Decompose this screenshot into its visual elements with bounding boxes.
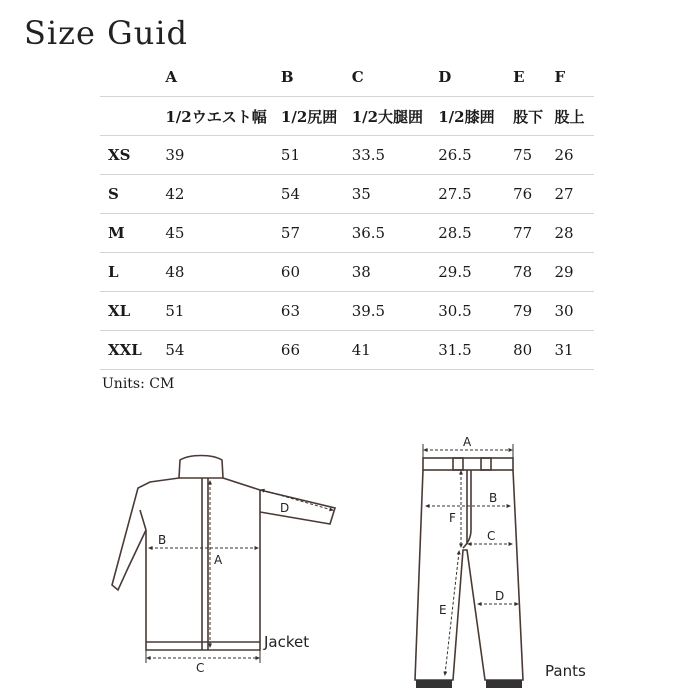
table-cell: 80 <box>513 331 554 370</box>
pants-label-d: D <box>495 589 505 603</box>
table-row <box>100 136 594 175</box>
pants-inseam-arrow <box>445 552 459 674</box>
pants-label-b: B <box>489 491 498 505</box>
table-cell: 54 <box>165 331 281 370</box>
table-cell: 39 <box>165 136 281 175</box>
pants-outline <box>415 458 523 680</box>
table-cell: 29 <box>555 253 595 292</box>
table-cell: 51 <box>281 136 352 175</box>
column-name: 1/2ウエスト幅 <box>165 97 281 136</box>
column-name: 股下 <box>513 97 554 136</box>
column-name: 1/2尻囲 <box>281 97 352 136</box>
table-row <box>100 175 594 214</box>
jacket-outline <box>112 456 335 651</box>
table-cell: 39.5 <box>352 292 439 331</box>
table-cell: 27.5 <box>438 175 513 214</box>
size-label: S <box>100 175 165 214</box>
pants-cuffs <box>416 680 522 688</box>
table-cell: 30.5 <box>438 292 513 331</box>
pants-label-f: F <box>449 511 456 525</box>
pants-label-e: E <box>439 603 447 617</box>
column-name: 股上 <box>555 97 595 136</box>
jacket-diagram <box>100 450 350 675</box>
table-cell: 75 <box>513 136 554 175</box>
table-cell: 31.5 <box>438 331 513 370</box>
table-cell: 26.5 <box>438 136 513 175</box>
size-table <box>100 58 594 370</box>
pants-name: Pants <box>545 662 586 680</box>
header-corner <box>100 97 165 136</box>
table-cell: 29.5 <box>438 253 513 292</box>
column-name: 1/2大腿囲 <box>352 97 439 136</box>
table-cell: 42 <box>165 175 281 214</box>
page-title: Size Guid <box>24 14 189 52</box>
column-letter: A <box>165 58 281 97</box>
table-cell: 35 <box>352 175 439 214</box>
table-row <box>100 292 594 331</box>
size-label: L <box>100 253 165 292</box>
table-cell: 45 <box>165 214 281 253</box>
table-cell: 27 <box>555 175 595 214</box>
table-cell: 78 <box>513 253 554 292</box>
header-corner <box>100 58 165 97</box>
table-cell: 51 <box>165 292 281 331</box>
size-label: XXL <box>100 331 165 370</box>
table-cell: 31 <box>555 331 595 370</box>
table-cell: 26 <box>555 136 595 175</box>
table-cell: 66 <box>281 331 352 370</box>
table-cell: 79 <box>513 292 554 331</box>
table-cell: 77 <box>513 214 554 253</box>
table-header-letters <box>100 58 594 97</box>
size-label: XS <box>100 136 165 175</box>
table-cell: 28 <box>555 214 595 253</box>
pants-label-c: C <box>487 529 496 543</box>
size-label: M <box>100 214 165 253</box>
column-letter: B <box>281 58 352 97</box>
column-letter: D <box>438 58 513 97</box>
table-cell: 63 <box>281 292 352 331</box>
table-cell: 38 <box>352 253 439 292</box>
table-cell: 54 <box>281 175 352 214</box>
table-cell: 36.5 <box>352 214 439 253</box>
table-cell: 48 <box>165 253 281 292</box>
column-letter: F <box>555 58 595 97</box>
table-row <box>100 331 594 370</box>
table-cell: 41 <box>352 331 439 370</box>
table-row <box>100 253 594 292</box>
size-label: XL <box>100 292 165 331</box>
table-row <box>100 214 594 253</box>
table-cell: 28.5 <box>438 214 513 253</box>
table-header-names <box>100 97 594 136</box>
column-letter: C <box>352 58 439 97</box>
table-cell: 76 <box>513 175 554 214</box>
jacket-label-d: D <box>280 501 290 515</box>
column-letter: E <box>513 58 554 97</box>
jacket-label-b: B <box>158 533 167 547</box>
table-cell: 30 <box>555 292 595 331</box>
column-name: 1/2膝囲 <box>438 97 513 136</box>
pants-diagram <box>405 432 535 694</box>
jacket-label-c: C <box>196 661 205 675</box>
pants-label-a: A <box>463 435 472 449</box>
table-cell: 33.5 <box>352 136 439 175</box>
jacket-name: Jacket <box>264 633 310 651</box>
jacket-sleeve-arrow <box>262 490 332 510</box>
table-cell: 60 <box>281 253 352 292</box>
table-cell: 57 <box>281 214 352 253</box>
units-note: Units: CM <box>102 376 175 392</box>
jacket-label-a: A <box>214 553 223 567</box>
